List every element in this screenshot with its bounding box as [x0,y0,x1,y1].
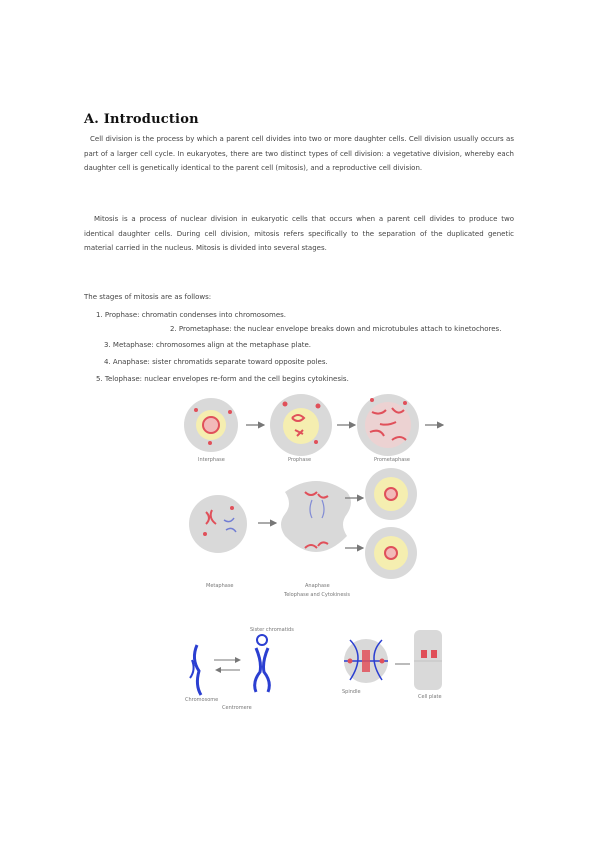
label-sister-chromatids: Sister chromatids [250,627,294,633]
label-spindle: Spindle [342,689,361,695]
label-anaphase: Anaphase [305,583,330,589]
section-heading: A. Introduction [84,112,199,127]
chromosome-diagram [190,635,269,695]
cell-interphase [184,398,238,452]
label-cell-plate: Cell plate [418,694,442,700]
list-item-prophase: 1. Prophase: chromatin condenses into chromosomes. [96,311,287,319]
list-item-prometaphase: 2. Prometaphase: the nuclear envelope breaks down and microtubules attach to kinetochores. [170,325,502,333]
label-chromosome: Chromosome [185,697,219,703]
list-title: The stages of mitosis are as follows: [84,293,212,301]
cell-prometaphase [357,394,419,456]
spindle-diagram [344,630,442,690]
paragraph-2-text: Mitosis is a process of nuclear division in eukaryotic cells that occurs when a parent cell divides to produce two identical daughter cells. During cell division, mitosis refers specifically to the separation of the duplicated genetic material carried in the nucleus. Mitosis is divided into several stages. [84,215,514,252]
list-item-metaphase: 3. Metaphase: chromosomes align at the metaphase plate. [104,341,312,349]
paragraph-1-text: Cell division is the process by which a parent cell divides into two or more daughter cells. Cell division usually occurs as part of a larger cell cycle. In eukaryotes, there are two distinct types of cell division: a vegetative division, whereby each daughter cell is genetically identical to the parent cell (mitosis), and a reproductive cell division. [84,135,514,172]
label-centromere: Centromere [222,705,252,711]
daughter-cell-top [365,468,417,520]
list-item-telophase: 5. Telophase: nuclear envelopes re-form and the cell begins cytokinesis. [96,375,349,383]
label-prophase: Prophase [288,457,312,463]
cell-prophase [270,394,332,456]
label-metaphase: Metaphase [206,583,234,589]
label-prometaphase: Prometaphase [374,457,410,463]
cell-anaphase [281,481,351,552]
list-item-anaphase: 4. Anaphase: sister chromatids separate toward opposite poles. [104,358,328,366]
label-interphase: Interphase [198,457,225,463]
label-telophase-cytokinesis: Telophase and Cytokinesis [284,592,351,598]
cell-metaphase [189,495,247,553]
daughter-cell-bottom [365,527,417,579]
